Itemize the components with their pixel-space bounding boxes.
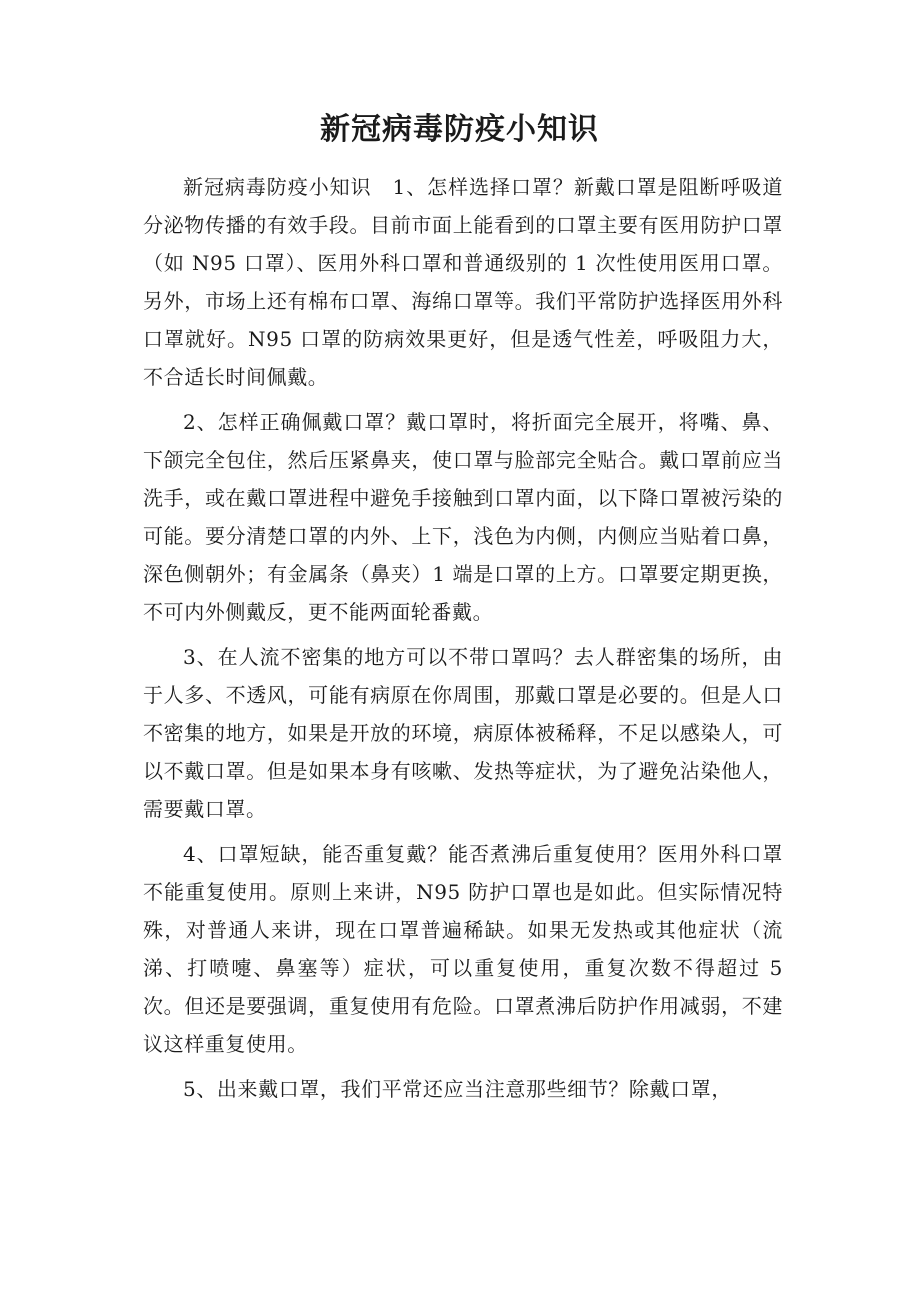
paragraph-3: 3、在人流不密集的地方可以不带口罩吗？去人群密集的场所，由于人多、不透风，可能有病原在你周围，那戴口罩是必要的。但是人口不密集的地方，如果是开放的环境，病原体被稀释，不足以感染人，可以不戴口罩。但是如果本身有咳嗽、发热等症状，为了避免沾染他人，需要戴口罩。 — [143, 645, 783, 821]
paragraph-5: 5、出来戴口罩，我们平常还应当注意那些细节？除戴口罩， — [183, 1077, 732, 1101]
document-title: 新冠病毒防疫小知识 — [320, 112, 599, 147]
paragraph-1: 新冠病毒防疫小知识 1、怎样选择口罩？新戴口罩是阻断呼吸道分泌物传播的有效手段。目前市面上能看到的口罩主要有医用防护口罩（如 N95 口罩）、医用外科口罩和普通级别的 1 次性使用医用口罩。另外，市场上还有棉布口罩、海绵口罩等。我们平常防护选择医用外科口罩就好。N95 口罩的防病效果更好，但是透气性差，呼吸阻力大，不合适长时间佩戴。 — [143, 175, 783, 389]
paragraph-4: 4、口罩短缺，能否重复戴？能否煮沸后重复使用？医用外科口罩不能重复使用。原则上来讲，N95 防护口罩也是如此。但实际情况特殊，对普通人来讲，现在口罩普遍稀缺。如果无发热或其他症状（流涕、打喷嚏、鼻塞等）症状，可以重复使用，重复次数不得超过 5 次。但还是要强调，重复使用有危险。口罩煮沸后防护作用减弱，不建议这样重复使用。 — [143, 842, 783, 1056]
document-body — [143, 168, 783, 1108]
paragraph-2: 2、怎样正确佩戴口罩？戴口罩时，将折面完全展开，将嘴、鼻、下颌完全包住，然后压紧鼻夹，使口罩与脸部完全贴合。戴口罩前应当洗手，或在戴口罩进程中避免手接触到口罩内面，以下降口罩被污染的可能。要分清楚口罩的内外、上下，浅色为内侧，内侧应当贴着口鼻，深色侧朝外；有金属条（鼻夹）1 端是口罩的上方。口罩要定期更换，不可内外侧戴反，更不能两面轮番戴。 — [143, 410, 783, 624]
